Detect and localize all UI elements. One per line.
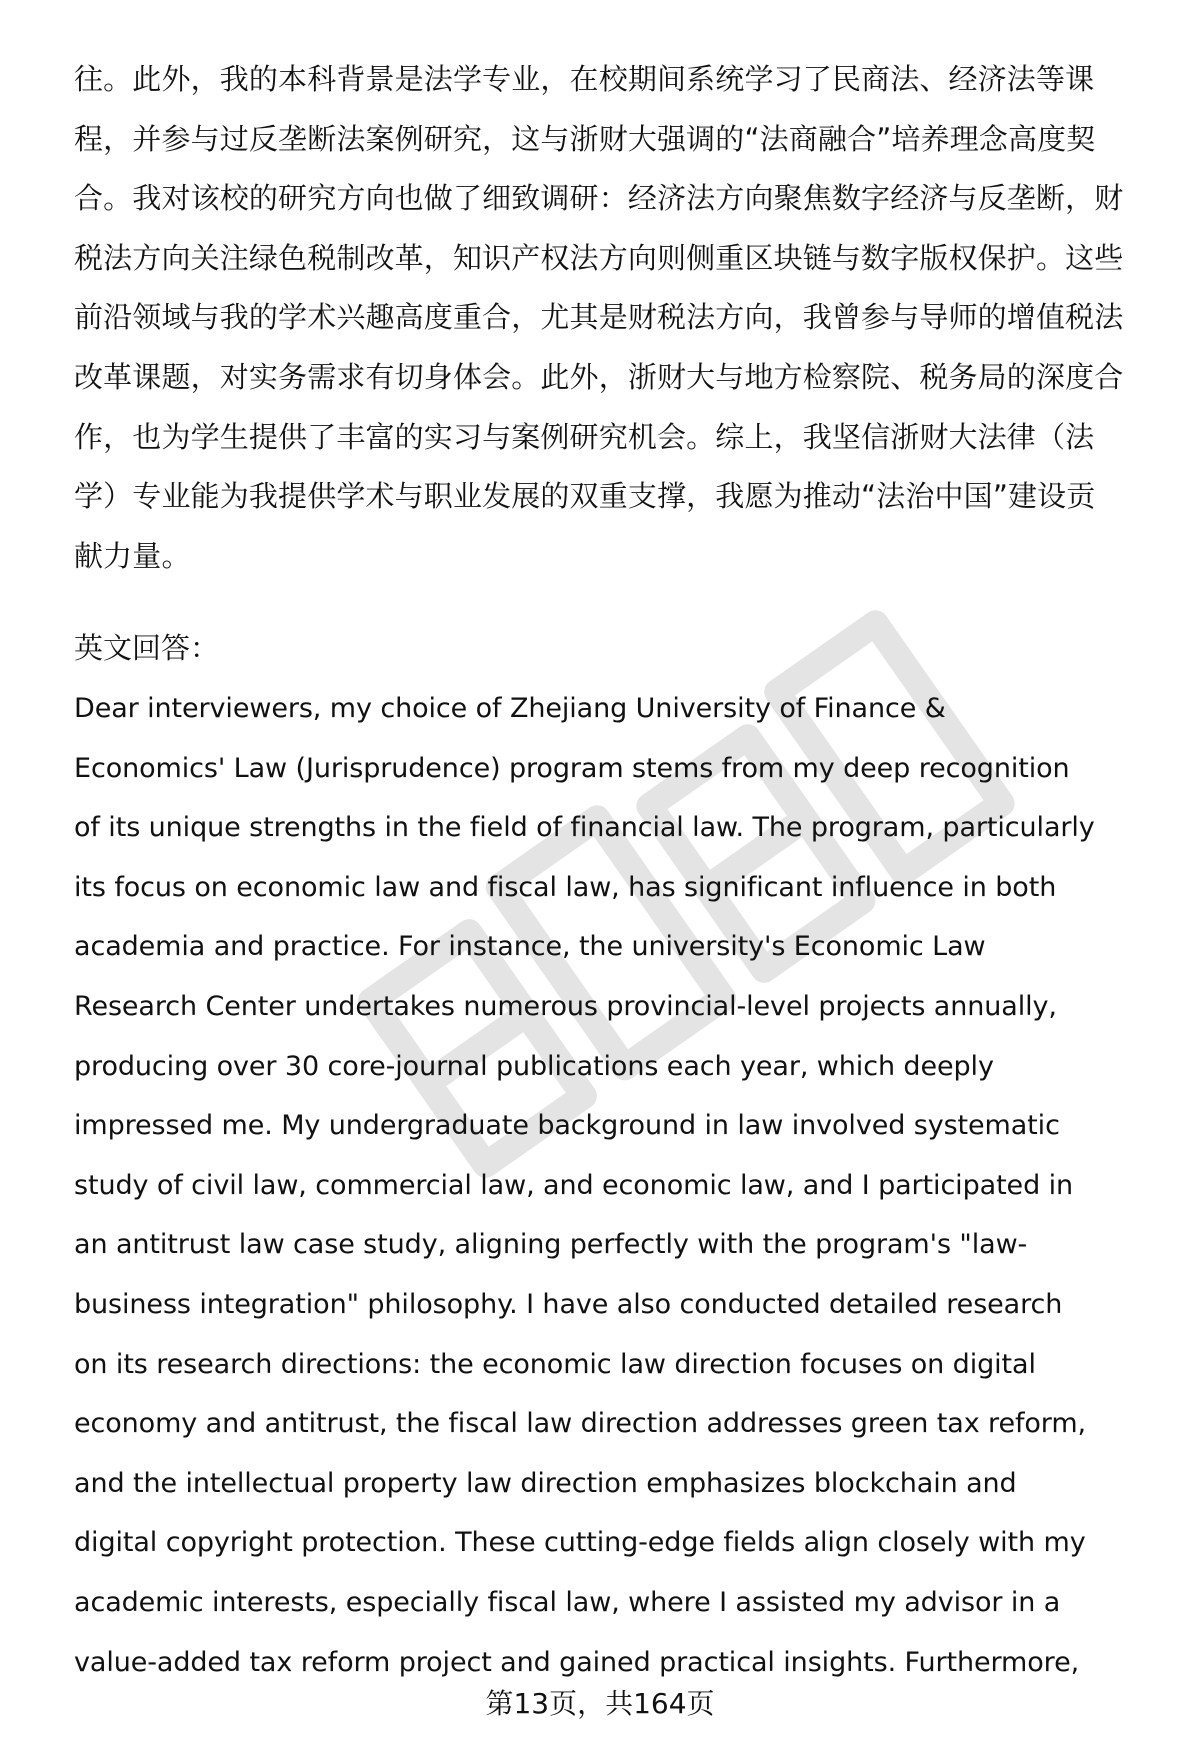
english-answer-paragraph	[74, 679, 1164, 1692]
paragraph-line: impressed me. My undergraduate background in law involved systematic	[74, 1110, 1060, 1142]
paragraph-line: producing over 30 core-journal publications each year, which deeply	[74, 1050, 994, 1082]
paragraph-line: 税法方向关注绿色税制改革，知识产权法方向则侧重区块链与数字版权保护。这些	[74, 240, 1124, 275]
paragraph-line: on its research directions: the economic law direction focuses on digital	[74, 1348, 1036, 1380]
paragraph-line: Dear interviewers, my choice of Zhejiang University of Finance &	[74, 693, 946, 724]
paragraph-line: business integration" philosophy. I have also conducted detailed research	[74, 1288, 1063, 1320]
english-answer-label: 英文回答：	[74, 631, 220, 665]
paragraph-line: an antitrust law case study, aligning perfectly with the program's "law-	[74, 1229, 1028, 1261]
paragraph-line: 学）专业能为我提供学术与职业发展的双重支撑，我愿为推动“法治中国”建设贡	[74, 479, 1096, 514]
page-number-footer: 第13页，共164页	[485, 1687, 715, 1720]
paragraph-line: and the intellectual property law direction emphasizes blockchain and	[74, 1467, 1017, 1499]
paragraph-line: 作，也为学生提供了丰富的实习与案例研究机会。综上，我坚信浙财大法律（法	[74, 419, 1095, 454]
paragraph-line: study of civil law, commercial law, and economic law, and I participated in	[74, 1169, 1074, 1201]
paragraph-line: economy and antitrust, the fiscal law direction addresses green tax reform,	[74, 1408, 1087, 1440]
paragraph-line: Economics' Law (Jurisprudence) program stems from my deep recognition	[74, 752, 1070, 784]
paragraph-line: 改革课题，对实务需求有切身体会。此外，浙财大与地方检察院、税务局的深度合	[74, 359, 1124, 394]
paragraph-line: 合。我对该校的研究方向也做了细致调研：经济法方向聚焦数字经济与反垄断，财	[74, 181, 1124, 216]
paragraph-line: its focus on economic law and fiscal law, has significant influence in both	[74, 871, 1057, 903]
chinese-answer-paragraph	[74, 50, 1154, 586]
paragraph-line: 往。此外，我的本科背景是法学专业，在校期间系统学习了民商法、经济法等课	[74, 62, 1095, 96]
paragraph-line: 献力量。	[74, 538, 191, 573]
paragraph-line: digital copyright protection. These cutting-edge fields align closely with my	[74, 1527, 1086, 1559]
paragraph-line: academia and practice. For instance, the university's Economic Law	[74, 931, 986, 963]
paragraph-line: academic interests, especially fiscal law, where I assisted my advisor in a	[74, 1586, 1061, 1618]
paragraph-line: Research Center undertakes numerous provincial-level projects annually,	[74, 990, 1057, 1022]
paragraph-line: 前沿领域与我的学术兴趣高度重合，尤其是财税法方向，我曾参与导师的增值税法	[74, 300, 1124, 335]
paragraph-line: of its unique strengths in the field of financial law. The program, particularly	[74, 812, 1095, 844]
paragraph-line: value-added tax reform project and gained practical insights. Furthermore,	[74, 1646, 1080, 1678]
paragraph-line: 程，并参与过反垄断法案例研究，这与浙财大强调的“法商融合”培养理念高度契	[74, 121, 1096, 156]
